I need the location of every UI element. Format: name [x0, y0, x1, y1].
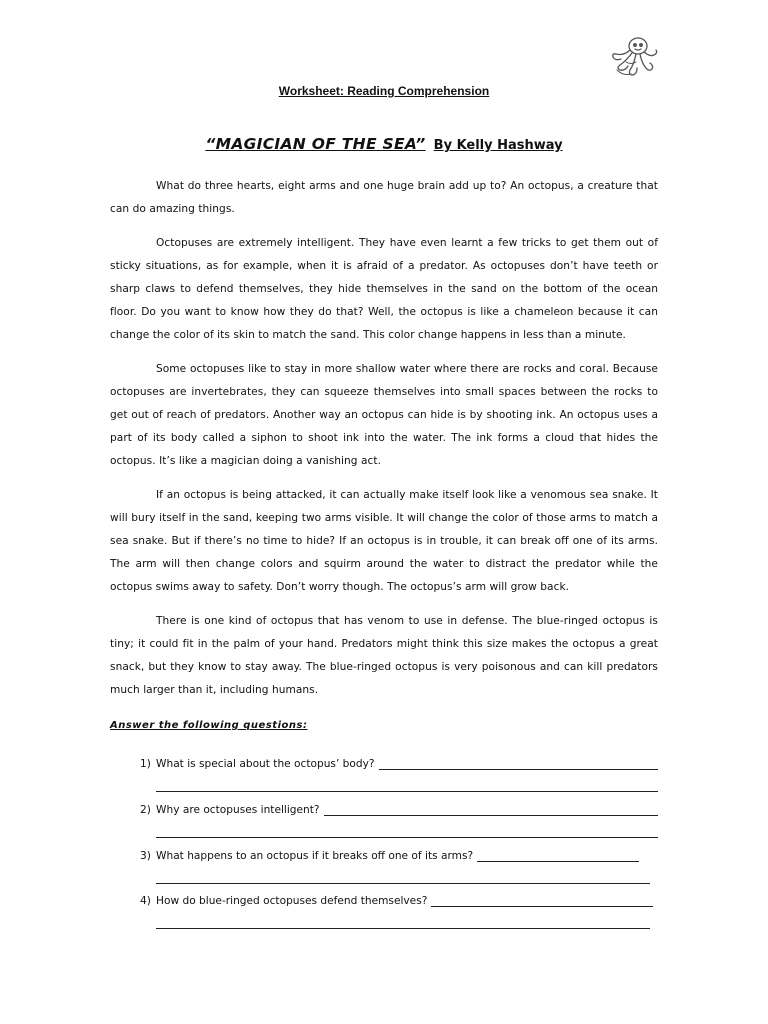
- story-paragraph: If an octopus is being attacked, it can actually make itself look like a venomous sea snake. It will bury itself in the sand, keeping two arms visible. It will change the color of those arms to match a sea snake. But if there’s no time to hide? If an octopus is in trouble, it can break off one of its arms. The arm will then change colors and squirm around the water to distract the predator while the octopus swims away to safety. Don’t worry though. The octopus’s arm will grow back.: [110, 489, 658, 593]
- questions-header: Answer the following questions:: [110, 720, 308, 731]
- question-number: 4): [140, 895, 151, 907]
- question-item: [110, 752, 658, 792]
- story-title-line: [0, 134, 768, 153]
- question-number: 1): [140, 758, 151, 770]
- answer-line[interactable]: [156, 916, 650, 929]
- story-author: By Kelly Hashway: [433, 138, 563, 153]
- story-paragraph: Octopuses are extremely intelligent. They have even learnt a few tricks to get them out of sticky situations, as for example, when it is afraid of a predator. As octopuses don’t have teeth or sharp claws to defend themselves, they hide themselves in the sand on the bottom of the ocean floor. Do you want to know how they do that? Well, the octopus is like a chameleon because it can change the color of its skin to match the sand. This color change happens in less than a minute.: [110, 237, 658, 341]
- question-number: 2): [140, 804, 151, 816]
- question-text: What is special about the octopus’ body?: [156, 758, 375, 770]
- worksheet-title: Worksheet: Reading Comprehension: [278, 84, 490, 98]
- question-number: 3): [140, 850, 151, 862]
- question-item: [110, 798, 658, 838]
- story-paragraph: Some octopuses like to stay in more shallow water where there are rocks and coral. Because octopuses are invertebrates, they can squeeze themselves into small spaces between the rocks to get out of reach of predators. Another way an octopus can hide is by shooting ink. An octopus uses a part of its body called a siphon to shoot ink into the water. The ink forms a cloud that hides the octopus. It’s like a magician doing a vanishing act.: [110, 363, 658, 467]
- question-text: What happens to an octopus if it breaks off one of its arms?: [156, 850, 474, 862]
- question-text: How do blue-ringed octopuses defend themselves?: [156, 895, 428, 907]
- question-item: [110, 844, 658, 884]
- answer-line[interactable]: [156, 871, 650, 884]
- story-body: [110, 175, 658, 713]
- answer-line[interactable]: [379, 757, 658, 770]
- octopus-icon: [608, 32, 660, 84]
- answer-line[interactable]: [156, 825, 658, 838]
- story-title: “MAGICIAN OF THE SEA”: [205, 135, 426, 153]
- story-paragraph: What do three hearts, eight arms and one huge brain add up to? An octopus, a creature that can do amazing things.: [110, 180, 658, 215]
- answer-line[interactable]: [431, 894, 653, 907]
- answer-line[interactable]: [477, 849, 639, 862]
- answer-line[interactable]: [156, 779, 658, 792]
- answer-line[interactable]: [324, 803, 658, 816]
- question-text: Why are octopuses intelligent?: [156, 804, 320, 816]
- question-item: [110, 889, 658, 929]
- story-paragraph: There is one kind of octopus that has venom to use in defense. The blue-ringed octopus is tiny; it could fit in the palm of your hand. Predators might think this size makes the octopus a great snack, but they know to stay away. The blue-ringed octopus is very poisonous and can kill predators much larger than it, including humans.: [110, 615, 658, 696]
